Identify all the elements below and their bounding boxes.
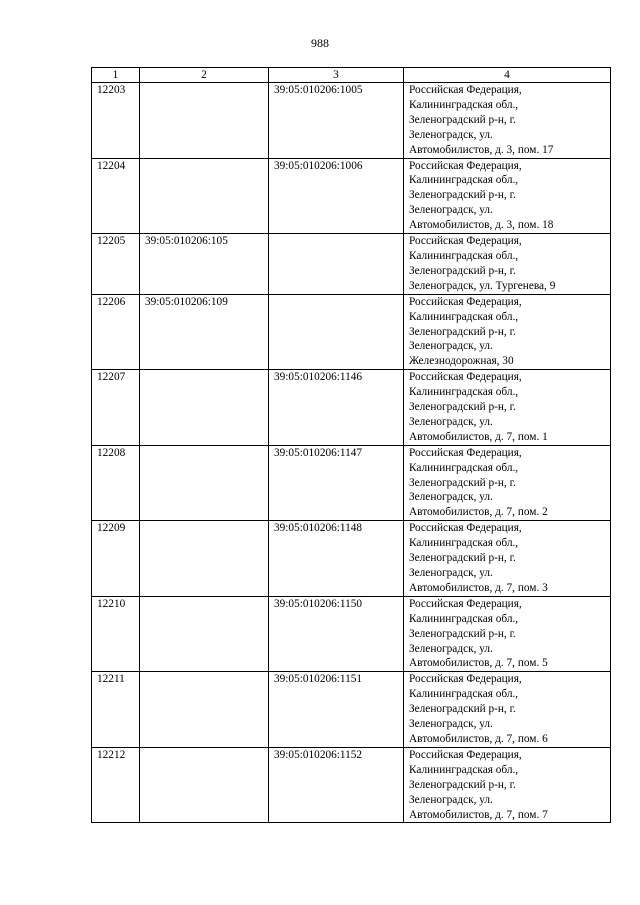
table-row — [92, 370, 611, 446]
row-number: 12206 — [92, 294, 140, 370]
column-header-1: 1 — [92, 68, 140, 83]
cadastral-number: 39:05:010206:1152 — [269, 747, 404, 823]
cadastral-number — [269, 294, 404, 370]
table-row — [92, 294, 611, 370]
cadastral-number: 39:05:010206:1150 — [269, 596, 404, 672]
address: Российская Федерация, Калининградская обл., Зеленоградский р-н, г. Зеленоградск, ул. Автомобилистов, д. 7, пом. 1 — [404, 370, 611, 446]
page-number: 988 — [311, 36, 329, 50]
cadastral-number-parent — [140, 672, 269, 748]
address: Российская Федерация, Калининградская обл., Зеленоградский р-н, г. Зеленоградск, ул. Автомобилистов, д. 7, пом. 7 — [404, 747, 611, 823]
cadastral-number-parent — [140, 83, 269, 159]
address: Российская Федерация, Калининградская обл., Зеленоградский р-н, г. Зеленоградск, ул. Тургенева, 9 — [404, 234, 611, 295]
cadastral-number — [269, 234, 404, 295]
row-number: 12203 — [92, 83, 140, 159]
cadastral-number-parent — [140, 370, 269, 446]
cadastral-number-parent — [140, 521, 269, 597]
address: Российская Федерация, Калининградская обл., Зеленоградский р-н, г. Зеленоградск, ул. Автомобилистов, д. 3, пом. 17 — [404, 83, 611, 159]
cadastral-number: 39:05:010206:1006 — [269, 158, 404, 234]
row-number: 12211 — [92, 672, 140, 748]
address: Российская Федерация, Калининградская обл., Зеленоградский р-н, г. Зеленоградск, ул. Автомобилистов, д. 7, пом. 6 — [404, 672, 611, 748]
cadastral-number-parent — [140, 747, 269, 823]
row-number: 12209 — [92, 521, 140, 597]
row-number: 12208 — [92, 445, 140, 521]
cadastral-number: 39:05:010206:1005 — [269, 83, 404, 159]
address: Российская Федерация, Калининградская обл., Зеленоградский р-н, г. Зеленоградск, ул. Железнодорожная, 30 — [404, 294, 611, 370]
column-header-3: 3 — [269, 68, 404, 83]
address: Российская Федерация, Калининградская обл., Зеленоградский р-н, г. Зеленоградск, ул. Автомобилистов, д. 7, пом. 5 — [404, 596, 611, 672]
table-row — [92, 596, 611, 672]
registry-table — [91, 67, 611, 823]
cadastral-number-parent — [140, 596, 269, 672]
cadastral-number: 39:05:010206:1151 — [269, 672, 404, 748]
row-number: 12205 — [92, 234, 140, 295]
cadastral-number: 39:05:010206:1147 — [269, 445, 404, 521]
cadastral-number-parent — [140, 445, 269, 521]
column-header-2: 2 — [140, 68, 269, 83]
table-row — [92, 445, 611, 521]
cadastral-number-parent: 39:05:010206:105 — [140, 234, 269, 295]
table-row — [92, 747, 611, 823]
column-header-4: 4 — [404, 68, 611, 83]
cadastral-number: 39:05:010206:1148 — [269, 521, 404, 597]
address: Российская Федерация, Калининградская обл., Зеленоградский р-н, г. Зеленоградск, ул. Автомобилистов, д. 3, пом. 18 — [404, 158, 611, 234]
table-header-row — [92, 68, 611, 83]
table-row — [92, 234, 611, 295]
table-row — [92, 158, 611, 234]
cadastral-number: 39:05:010206:1146 — [269, 370, 404, 446]
table-row — [92, 672, 611, 748]
address: Российская Федерация, Калининградская обл., Зеленоградский р-н, г. Зеленоградск, ул. Автомобилистов, д. 7, пом. 3 — [404, 521, 611, 597]
table-row — [92, 521, 611, 597]
row-number: 12212 — [92, 747, 140, 823]
address: Российская Федерация, Калининградская обл., Зеленоградский р-н, г. Зеленоградск, ул. Автомобилистов, д. 7, пом. 2 — [404, 445, 611, 521]
row-number: 12210 — [92, 596, 140, 672]
row-number: 12204 — [92, 158, 140, 234]
cadastral-number-parent: 39:05:010206:109 — [140, 294, 269, 370]
cadastral-number-parent — [140, 158, 269, 234]
table-row — [92, 83, 611, 159]
row-number: 12207 — [92, 370, 140, 446]
